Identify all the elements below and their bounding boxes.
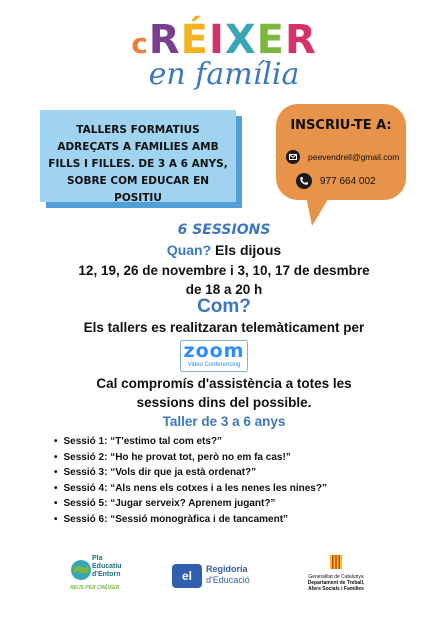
pla-line: d'Entorn [92,571,121,578]
commitment-line: sessions dins del possible. [136,395,312,410]
globe-icon [70,559,92,581]
title-letter: E [256,17,285,63]
phone-row[interactable] [296,173,376,189]
workshop-heading: Taller de 3 a 6 anys [162,414,286,429]
title-letter: X [224,17,257,63]
pla-line: Educatiu [92,563,122,570]
sessions-list [54,434,327,528]
commitment-note [0,374,448,412]
when-value: Els dijous [215,242,282,258]
title-letter: I [208,17,225,63]
list-item: • Sessió 1: “T'estimo tal com ets?” [54,434,327,450]
generalitat-logo [296,555,376,597]
generalitat-line: Departament de Treball, [307,580,365,586]
pla-educatiu-logo [70,555,126,595]
description-box [40,110,236,202]
sessions-count: 6 SESSIONS [177,222,271,238]
list-item: • Sessió 5: “Jugar serveix? Aprenem jugant?” [54,496,327,512]
regidoria-line: Regidoria [206,564,248,574]
list-item: • Sessió 6: “Sessió monogràfica i de tancament” [54,512,327,528]
title-letter: É [180,17,209,63]
regidoria-logo [172,562,264,592]
how-heading: Com? [197,296,251,317]
pla-line: Pla [92,555,103,562]
list-item: • Sessió 3: “Vols dir que ja està ordenat?” [54,465,327,481]
title-letter: c [131,27,149,60]
dates-block [0,261,448,299]
list-item: • Sessió 4: “Als nens els cotxes i a les nenes les nines?” [54,481,327,497]
phone-icon [296,173,312,189]
commitment-line: Cal compromís d'assistència a totes les [96,376,352,391]
when-line [0,242,448,258]
phone-number[interactable]: 977 664 002 [320,175,376,187]
dates-line: 12, 19, 26 de novembre i 3, 10, 17 de desmbre [78,263,370,278]
email-address[interactable]: peevendrell@gmail.com [308,152,400,162]
generalitat-line: Generalitat de Catalunya [308,574,364,580]
when-label: Quan? [166,242,212,258]
time-line: de 18 a 20 h [185,282,263,297]
page-subtitle: en família [148,57,300,92]
zoom-logo [180,340,248,372]
zoom-wordmark: zoom [183,340,245,362]
online-note: Els tallers es realitzaran telemàticament per [83,320,365,335]
description-text: TALLERS FORMATIUS ADREÇATS A FAMILIES AMB FILLS I FILLES. DE 3 A 6 ANYS, SOBRE COM EDUCAR EN POSITIU [48,124,228,204]
contact-heading: INSCRIU-TE A: [290,118,392,133]
regidoria-line: d'Educació [206,575,250,585]
zoom-subtitle: Video Conferencing [187,362,241,368]
list-item: • Sessió 2: “Ho he provat tot, però no em fa cas!” [54,450,327,466]
envelope-icon [286,150,300,164]
generalitat-line: Afers Socials i Famílies [308,586,364,592]
pla-tagline: REUS PER CRÉIXER [70,585,120,591]
senyera-icon [330,555,342,569]
title-letter: R [148,17,181,63]
email-row[interactable] [286,150,399,164]
title-letter: R [285,17,317,63]
regidoria-badge: el [172,564,202,588]
